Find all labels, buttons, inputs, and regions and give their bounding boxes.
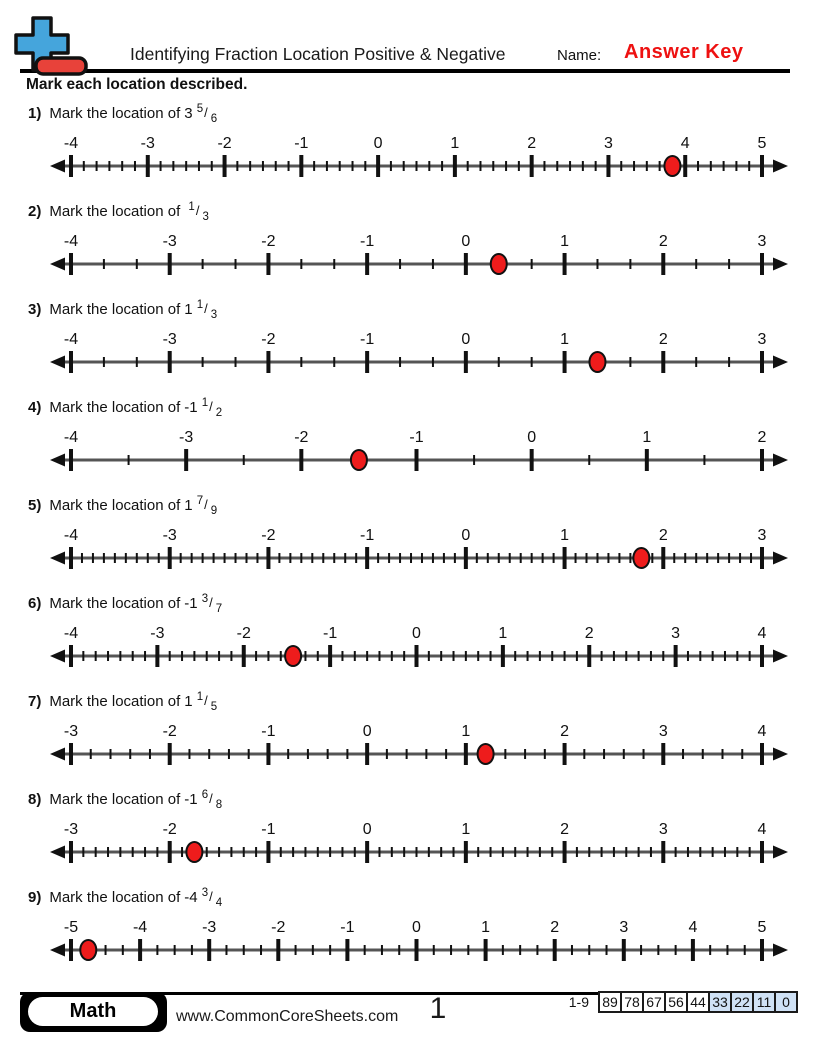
fraction-denominator: 7 (215, 603, 223, 615)
tick-label: 2 (584, 625, 594, 642)
fraction-numerator: 3 (201, 593, 209, 605)
problem-prompt: Mark the location of (49, 791, 181, 808)
tick-label: -3 (179, 429, 194, 446)
problem (0, 195, 816, 293)
tick-label: -5 (63, 919, 79, 936)
tick-label: -4 (132, 919, 148, 936)
score-cell: 78 (620, 991, 644, 1013)
fraction-whole: 3 (184, 105, 193, 122)
left-arrow-icon (50, 944, 65, 957)
question-row (28, 884, 816, 913)
tick-label: 0 (362, 723, 372, 740)
plus-minus-logo-icon (12, 12, 104, 78)
subject-badge (20, 992, 167, 1032)
left-arrow-icon (50, 748, 65, 761)
fraction-slash: / (204, 497, 208, 512)
tick-label: 0 (461, 331, 471, 348)
tick-label: 1 (461, 821, 471, 838)
fraction-value (184, 397, 223, 419)
tick-label: -2 (271, 919, 286, 936)
problems-list (0, 97, 816, 979)
right-arrow-icon (773, 748, 788, 761)
problem-number: 1) (28, 105, 42, 122)
score-cell: 44 (686, 991, 710, 1013)
tick-label: -2 (162, 723, 177, 740)
tick-label: -1 (409, 429, 424, 446)
fraction-numerator: 1 (188, 201, 195, 213)
score-cell: 56 (664, 991, 688, 1013)
tick-label: 0 (412, 919, 421, 936)
problem (0, 489, 816, 587)
fraction-denominator: 5 (210, 701, 218, 713)
right-arrow-icon (773, 454, 788, 467)
problem-prompt: Mark the location of (49, 399, 181, 416)
tick-label: -1 (360, 331, 375, 348)
tick-label: 4 (688, 919, 698, 936)
left-arrow-icon (50, 552, 65, 565)
score-cells (598, 991, 798, 1013)
tick-label: 2 (658, 527, 668, 544)
tick-label: 0 (412, 625, 421, 642)
tick-label: 0 (373, 135, 383, 152)
fraction-denominator: 3 (202, 211, 209, 223)
fraction-denominator: 9 (210, 505, 218, 517)
tick-label: 0 (362, 821, 372, 838)
problem-prompt: Mark the location of (49, 203, 181, 220)
right-arrow-icon (773, 356, 788, 369)
tick-label: -2 (162, 821, 177, 838)
tick-label: 4 (757, 625, 767, 642)
right-arrow-icon (773, 650, 788, 663)
score-strip (569, 991, 798, 1013)
number-line (49, 818, 789, 868)
answer-dot (478, 744, 494, 764)
tick-label: -2 (236, 625, 251, 642)
fraction-numerator: 1 (196, 299, 204, 311)
tick-label: 3 (619, 919, 629, 936)
number-line (49, 132, 789, 182)
fraction-slash: / (204, 301, 208, 316)
fraction-value (184, 593, 223, 615)
answer-dot (80, 940, 96, 960)
score-cell: 22 (730, 991, 754, 1013)
fraction-denominator: 4 (215, 897, 223, 909)
tick-label: -4 (63, 429, 79, 446)
problem-number: 5) (28, 497, 42, 514)
number-line (49, 916, 789, 966)
problem-number: 8) (28, 791, 42, 808)
question-row (28, 786, 816, 815)
tick-label: 0 (527, 429, 537, 446)
tick-label: -3 (63, 723, 79, 740)
question-row (28, 296, 816, 325)
fraction-slash: / (204, 693, 208, 708)
problem (0, 293, 816, 391)
left-arrow-icon (50, 650, 65, 663)
fraction-slash: / (209, 889, 213, 904)
left-arrow-icon (50, 258, 65, 271)
fraction-slash: / (209, 595, 213, 610)
tick-label: -2 (261, 527, 276, 544)
header-rule (20, 69, 790, 73)
fraction-numerator: 3 (201, 887, 209, 899)
tick-label: 2 (560, 723, 570, 740)
problem (0, 587, 816, 685)
tick-label: 3 (757, 527, 767, 544)
number-line (49, 328, 789, 378)
answer-dot (589, 352, 605, 372)
answer-dot (351, 450, 367, 470)
fraction-denominator: 8 (215, 799, 223, 811)
answer-dot (664, 156, 680, 176)
tick-label: -1 (323, 625, 338, 642)
fraction-whole: 1 (184, 497, 193, 514)
tick-label: -3 (162, 331, 177, 348)
page-title: Identifying Fraction Location Positive & Negative (130, 44, 506, 64)
tick-label: 2 (560, 821, 570, 838)
number-line (49, 524, 789, 574)
fraction-numerator: 6 (201, 789, 209, 801)
score-cell: 67 (642, 991, 666, 1013)
tick-label: 1 (450, 135, 460, 152)
problem-number: 6) (28, 595, 42, 612)
fraction-denominator: 3 (210, 309, 218, 321)
instructions: Mark each location described. (26, 76, 248, 93)
tick-label: 1 (481, 919, 491, 936)
tick-label: 1 (498, 625, 508, 642)
tick-label: -3 (63, 821, 79, 838)
fraction-slash: / (209, 399, 213, 414)
tick-label: -4 (63, 527, 79, 544)
score-cell: 11 (752, 991, 776, 1013)
tick-label: -3 (202, 919, 217, 936)
problem-prompt: Mark the location of (49, 105, 181, 122)
tick-label: 2 (550, 919, 560, 936)
fraction-denominator: 6 (210, 113, 218, 125)
tick-label: 1 (560, 331, 570, 348)
tick-label: -1 (261, 821, 276, 838)
problem-prompt: Mark the location of (49, 497, 181, 514)
question-row (28, 394, 816, 423)
fraction-value (184, 201, 209, 223)
right-arrow-icon (773, 944, 788, 957)
tick-label: 3 (671, 625, 681, 642)
right-arrow-icon (773, 160, 788, 173)
tick-label: 2 (658, 331, 668, 348)
fraction-slash: / (209, 791, 213, 806)
tick-label: -3 (162, 527, 177, 544)
problem-prompt: Mark the location of (49, 693, 181, 710)
problem-number: 3) (28, 301, 42, 318)
tick-label: 2 (658, 233, 668, 250)
number-line (49, 426, 789, 476)
tick-label: -1 (261, 723, 276, 740)
tick-label: 0 (461, 233, 471, 250)
fraction-whole: 1 (184, 301, 193, 318)
tick-label: 4 (757, 821, 767, 838)
problem (0, 391, 816, 489)
problem (0, 881, 816, 979)
tick-label: -3 (150, 625, 165, 642)
fraction-whole: -1 (184, 595, 198, 612)
fraction-value (184, 691, 218, 713)
question-row (28, 492, 816, 521)
tick-label: -1 (294, 135, 309, 152)
problem-prompt: Mark the location of (49, 595, 181, 612)
question-row (28, 100, 816, 129)
right-arrow-icon (773, 846, 788, 859)
tick-label: -4 (63, 233, 79, 250)
minus-icon (36, 58, 86, 74)
website-text: www.CommonCoreSheets.com (176, 1008, 399, 1025)
answer-key-value: Answer Key (624, 41, 744, 63)
fraction-numerator: 5 (196, 103, 204, 115)
tick-label: 3 (603, 135, 613, 152)
tick-label: 1 (461, 723, 471, 740)
answer-dot (633, 548, 649, 568)
fraction-slash: / (195, 203, 200, 218)
score-range-label: 1-9 (568, 994, 589, 1010)
left-arrow-icon (50, 160, 65, 173)
tick-label: 3 (757, 233, 767, 250)
tick-label: -4 (63, 135, 79, 152)
tick-label: -4 (63, 331, 79, 348)
fraction-denominator: 2 (215, 407, 223, 419)
problem (0, 783, 816, 881)
problem-prompt: Mark the location of (49, 301, 181, 318)
tick-label: -2 (261, 233, 276, 250)
tick-label: -1 (360, 527, 375, 544)
number-line (49, 230, 789, 280)
problem-number: 4) (28, 399, 42, 416)
tick-label: -3 (140, 135, 155, 152)
tick-label: 1 (560, 233, 570, 250)
tick-label: -4 (63, 625, 79, 642)
tick-label: -3 (162, 233, 177, 250)
tick-label: -2 (217, 135, 232, 152)
number-line (49, 622, 789, 672)
answer-dot (491, 254, 507, 274)
score-cell: 33 (708, 991, 732, 1013)
tick-label: -1 (360, 233, 375, 250)
fraction-whole: -1 (184, 791, 198, 808)
number-line (49, 720, 789, 770)
fraction-value (184, 789, 223, 811)
fraction-value (184, 887, 223, 909)
left-arrow-icon (50, 356, 65, 369)
fraction-numerator: 1 (201, 397, 209, 409)
fraction-value (184, 103, 218, 125)
problem-number: 2) (28, 203, 42, 220)
tick-label: 1 (642, 429, 652, 446)
problem-number: 9) (28, 889, 42, 906)
fraction-value (184, 495, 218, 517)
name-label: Name: (557, 47, 602, 64)
right-arrow-icon (773, 552, 788, 565)
fraction-numerator: 1 (196, 691, 204, 703)
fraction-whole: -1 (184, 399, 198, 416)
tick-label: 5 (757, 919, 767, 936)
page-number: 1 (429, 992, 447, 1025)
left-arrow-icon (50, 454, 65, 467)
tick-label: -1 (340, 919, 355, 936)
fraction-value (184, 299, 218, 321)
score-cell: 0 (774, 991, 798, 1013)
answer-dot (186, 842, 202, 862)
fraction-numerator: 7 (196, 495, 204, 507)
problem-prompt: Mark the location of (49, 889, 181, 906)
tick-label: 4 (757, 723, 767, 740)
tick-label: 3 (757, 331, 767, 348)
question-row (28, 198, 816, 227)
tick-label: -2 (261, 331, 276, 348)
problem-number: 7) (28, 693, 42, 710)
score-cell: 89 (598, 991, 622, 1013)
tick-label: 3 (658, 723, 668, 740)
fraction-whole: 1 (184, 693, 193, 710)
tick-label: 1 (560, 527, 570, 544)
problem (0, 685, 816, 783)
tick-label: 3 (658, 821, 668, 838)
tick-label: 0 (461, 527, 471, 544)
subject-badge-label: Math (28, 997, 158, 1026)
problem (0, 97, 816, 195)
question-row (28, 590, 816, 619)
fraction-whole: -4 (184, 889, 198, 906)
fraction-slash: / (204, 105, 208, 120)
tick-label: -2 (294, 429, 309, 446)
tick-label: 2 (757, 429, 767, 446)
tick-label: 2 (527, 135, 537, 152)
tick-label: 5 (757, 135, 767, 152)
question-row (28, 688, 816, 717)
right-arrow-icon (773, 258, 788, 271)
tick-label: 4 (680, 135, 690, 152)
answer-dot (285, 646, 301, 666)
left-arrow-icon (50, 846, 65, 859)
